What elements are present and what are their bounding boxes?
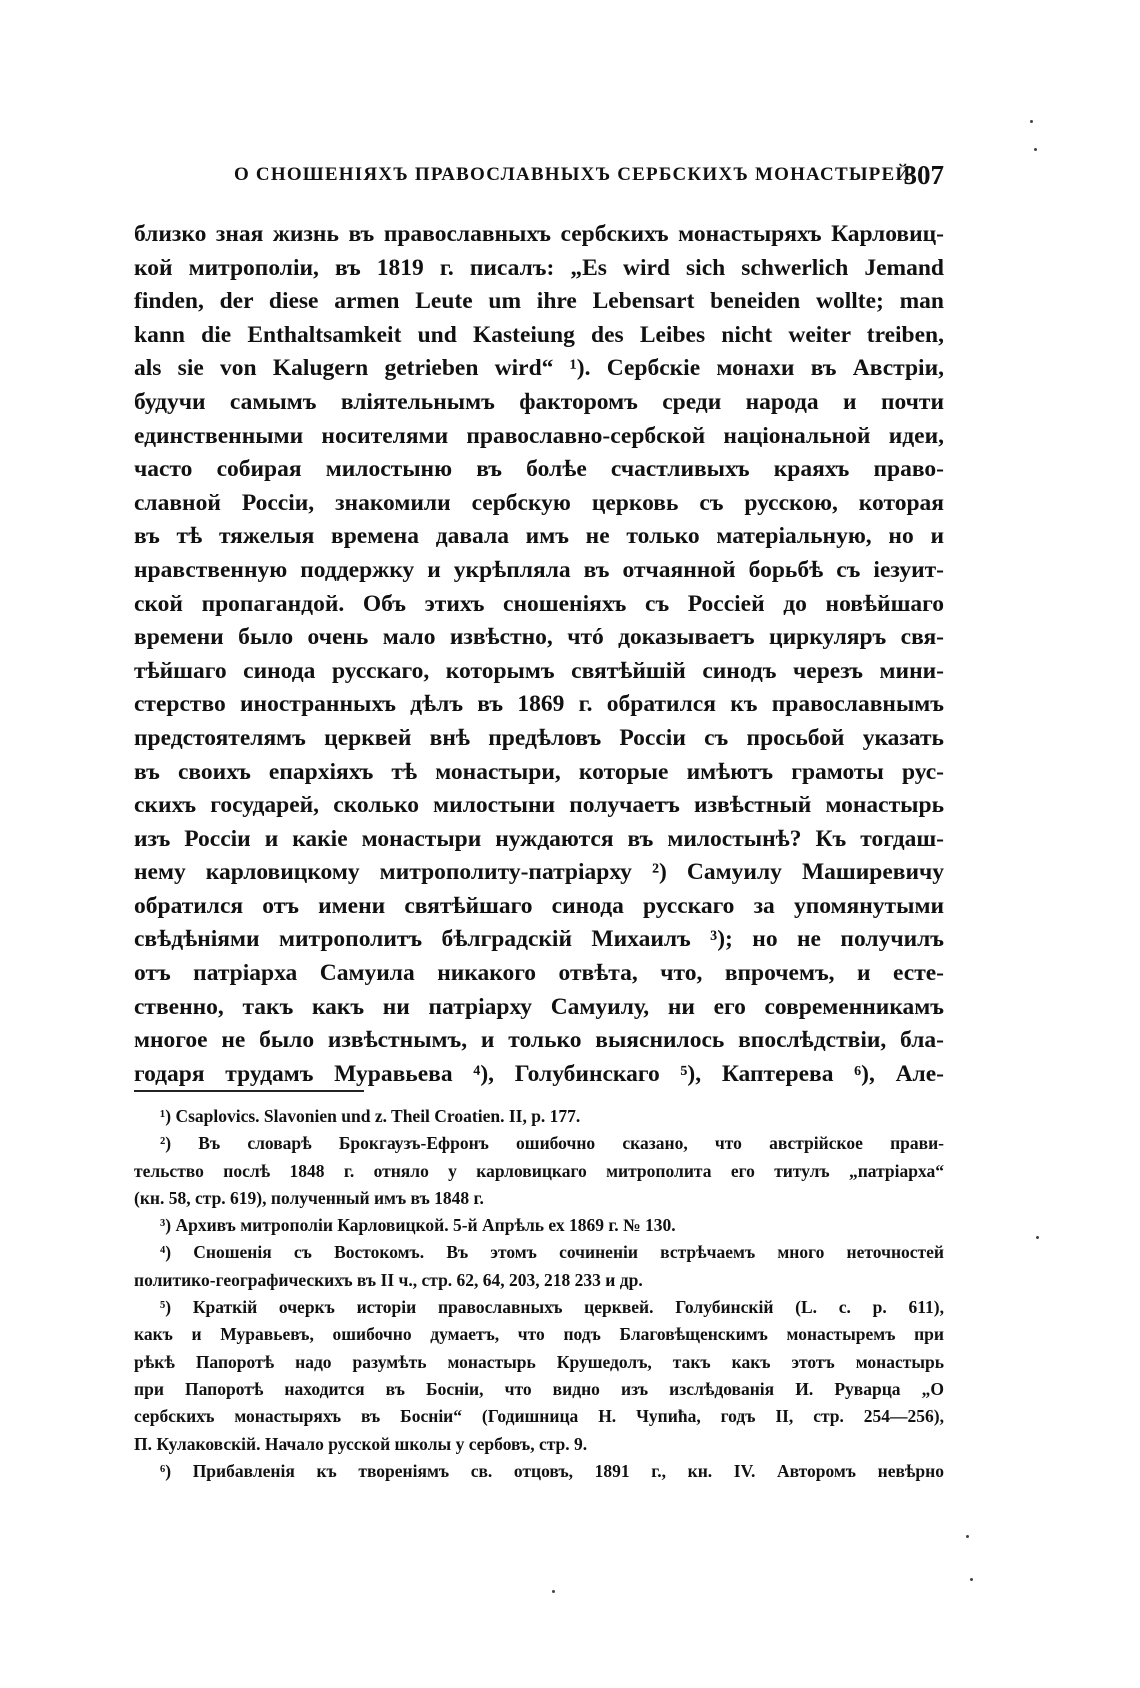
text-line: въ тѣ тяжелыя времена давала имъ не только матеріальную, но и [134,523,944,550]
footnote-line: ²) Въ словарѣ Брокгаузъ-Ефронъ ошибочно сказано, что австрійское прави- [160,1133,944,1154]
footnote-line: политико-географическихъ въ II ч., стр. 62, 64, 203, 218 233 и др. [134,1269,643,1290]
text-line: ственно, такъ какъ ни патріарху Самуилу, ни его современникамъ [134,993,944,1020]
scan-speck [552,1590,555,1593]
footnote-line: ⁴) Сношенія съ Востокомъ. Въ этомъ сочиненіи встрѣчаемъ много неточностей [160,1242,944,1263]
text-line: нравственную поддержку и укрѣпляла въ отчаянной борьбѣ съ іезуит- [134,556,944,583]
footnotes [134,1103,944,1485]
text-line: многое не было извѣстнымъ, и только выяснилось впослѣдствіи, бла- [134,1027,944,1054]
scan-speck [966,1535,969,1538]
text-line: изъ Россіи и какіе монастыри нуждаются въ милостынѣ? Къ тогдаш- [134,825,944,852]
running-head [134,160,944,196]
main-text [134,218,944,1091]
text-line: годаря трудамъ Муравьева ⁴), Голубинскаго ⁵), Каптерева ⁶), Але- [134,1060,944,1087]
text-line: отъ патріарха Самуила никакого отвѣта, что, впрочемъ, и есте- [134,960,944,987]
text-line: kann die Enthaltsamkeit und Kasteiung des Leibes nicht weiter treiben, [134,321,944,348]
text-line: часто собирая милостыню въ болѣе счастливыхъ краяхъ право- [134,456,944,483]
footnote-line: (кн. 58, стр. 619), полученный имъ въ 1848 г. [134,1187,484,1208]
text-line: въ своихъ епархіяхъ тѣ монастыри, которые имѣютъ грамоты рус- [134,758,944,785]
footnote-line: ³) Архивъ митрополіи Карловицкой. 5-й Апрѣль ех 1869 г. № 130. [160,1215,676,1236]
scan-speck [1036,1236,1039,1239]
text-line: времени было очень мало извѣстно, чтó доказываетъ циркуляръ свя- [134,624,944,651]
text-line: обратился отъ имени святѣйшаго синода русскаго за упомянутыми [134,892,944,919]
footnote-line: какъ и Муравьевъ, ошибочно думаетъ, что подъ Благовѣщенскимъ монастыремъ при [134,1324,944,1345]
text-line: будучи самымъ вліятельнымъ факторомъ среди народа и почти [134,388,944,415]
text-line: предстоятелямъ церквей внѣ предѣловъ Россіи съ просьбой указать [134,724,944,751]
scan-speck [1034,148,1037,151]
footnote-line: сербскихъ монастыряхъ въ Босніи“ (Годишница Н. Чупића, годъ II, стр. 254—256), [134,1406,944,1427]
text-line: кой митрополіи, въ 1819 г. писалъ: „Es wird sich schwerlich Jemand [134,254,944,281]
scan-speck [970,1578,973,1581]
footnote-line: тельство послѣ 1848 г. отняло у карловицкаго митрополита его титулъ „патріарха“ [134,1160,944,1181]
footnote-line: ¹) Csaplovics. Slavonien und z. Theil Croatien. II, p. 177. [160,1106,581,1126]
text-line: свѣдѣніями митрополитъ бѣлградскій Михаилъ ³); но не получилъ [134,926,944,953]
page-number: 307 [903,160,944,190]
text-line: единственными носителями православно-сербской національной идеи, [134,422,944,449]
footnote-separator [134,1090,364,1092]
text-line: нему карловицкому митрополиту-патріарху ²) Самуилу Маширевичу [134,859,944,886]
text-line: стерство иностранныхъ дѣлъ въ 1869 г. обратился къ православнымъ [134,691,944,718]
text-line: славной Россіи, знакомили сербскую церковь съ русскою, которая [134,489,944,516]
footnote-line: П. Кулаковскій. Начало русской школы у сербовъ, стр. 9. [134,1433,588,1454]
scan-speck [1030,120,1033,123]
text-line: als sie von Kalugern getrieben wird“ ¹). Сербскіе монахи въ Австріи, [134,355,944,382]
text-line: ской пропагандой. Объ этихъ сношеніяхъ съ Россіей до новѣйшаго [134,590,944,617]
text-line: близко зная жизнь въ православныхъ сербскихъ монастыряхъ Карловиц- [134,221,944,247]
footnote-line: ⁶) Прибавленія къ твореніямъ св. отцовъ, 1891 г., кн. IV. Авторомъ невѣрно [160,1460,944,1481]
text-line: скихъ государей, сколько милостыни получаетъ извѣстный монастырь [134,792,944,819]
text-line: finden, der diese armen Leute um ihre Lebensart beneiden wollte; man [134,288,944,315]
footnote-line: ⁵) Краткій очеркъ исторіи православныхъ церквей. Голубинскій (L. c. p. 611), [160,1297,944,1318]
running-title: О СНОШЕНІЯХЪ ПРАВОСЛАВНЫХЪ СЕРБСКИХЪ МОНАСТЫРЕЙ. [234,164,918,185]
text-line: тѣйшаго синода русскаго, которымъ святѣйшій синодъ черезъ мини- [134,657,944,684]
footnote-line: рѣкѣ Папоротѣ надо разумѣть монастырь Крушедолъ, такъ какъ этотъ монастырь [134,1351,944,1372]
footnote-line: при Папоротѣ находится въ Босніи, что видно изъ изслѣдованія И. Руварца „О [134,1378,944,1399]
